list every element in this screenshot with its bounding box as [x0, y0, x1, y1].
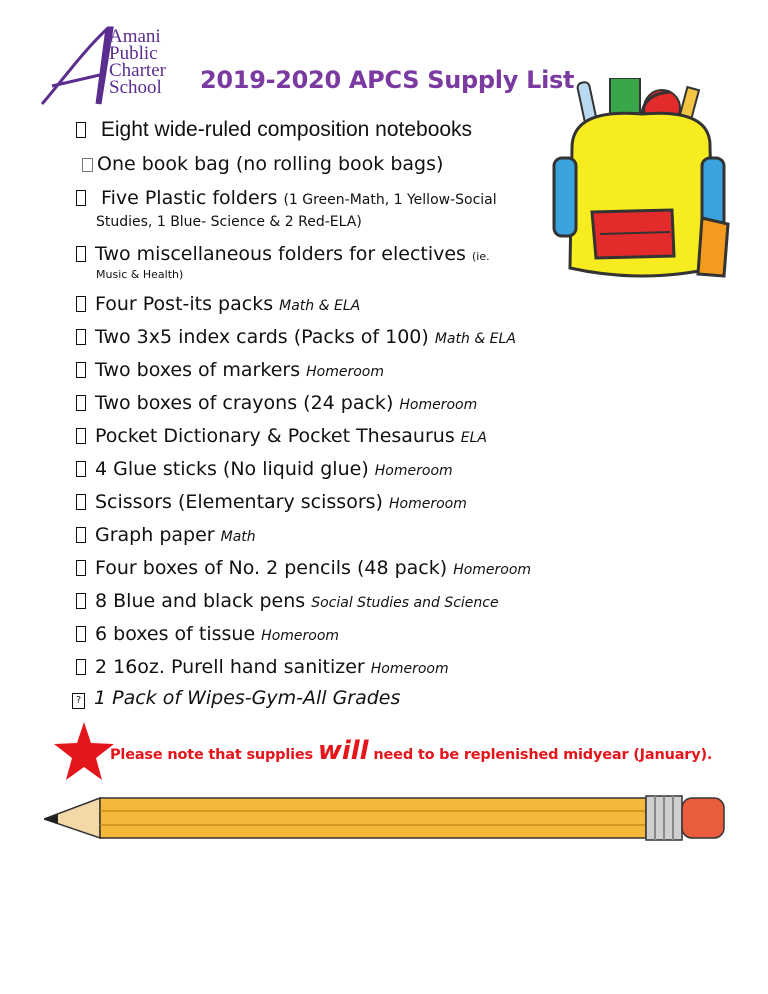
- list-item: 8 Blue and black pens Social Studies and Science: [76, 589, 499, 615]
- checkbox-icon: [76, 122, 86, 138]
- replenish-reminder: Please note that supplies will need to be replenished midyear (January).: [110, 736, 713, 766]
- list-item: Four boxes of No. 2 pencils (48 pack) Homeroom: [76, 556, 531, 582]
- pencil-illustration: [44, 792, 728, 842]
- list-item: Eight wide-ruled composition notebooks: [76, 118, 472, 142]
- list-item: Two miscellaneous folders for electives (ie.: [76, 242, 490, 269]
- list-item: Five Plastic folders (1 Green-Math, 1 Yellow-Social: [76, 186, 497, 212]
- checkbox-icon: [76, 190, 86, 206]
- list-item-continuation: Studies, 1 Blue- Science & 2 Red-ELA): [96, 214, 362, 230]
- checkbox-icon: [76, 395, 86, 411]
- checkbox-icon: [76, 527, 86, 543]
- school-logo-text: Amani Public Charter School: [109, 26, 166, 98]
- list-item: Scissors (Elementary scissors) Homeroom: [76, 490, 467, 516]
- checkbox-icon: [76, 560, 86, 576]
- list-item: Pocket Dictionary & Pocket Thesaurus ELA: [76, 424, 487, 450]
- checkbox-icon: [76, 461, 86, 477]
- backpack-illustration: [552, 78, 732, 286]
- list-item: 4 Glue sticks (No liquid glue) Homeroom: [76, 457, 453, 483]
- list-item: ? 1 Pack of Wipes-Gym-All Grades: [72, 686, 400, 710]
- page-title: 2019-2020 APCS Supply List: [200, 66, 575, 94]
- list-item: 6 boxes of tissue Homeroom: [76, 622, 339, 648]
- checkbox-icon: [82, 158, 93, 172]
- star-icon: [54, 722, 114, 780]
- list-item: Two boxes of markers Homeroom: [76, 358, 384, 384]
- checkbox-icon: [76, 659, 86, 675]
- list-item: Two 3x5 index cards (Packs of 100) Math & ELA: [76, 325, 516, 351]
- missing-glyph-icon: ?: [72, 693, 85, 709]
- checkbox-icon: [76, 246, 86, 262]
- checkbox-icon: [76, 296, 86, 312]
- checkbox-icon: [76, 362, 86, 378]
- checkbox-icon: [76, 329, 86, 345]
- list-item: Graph paper Math: [76, 523, 256, 549]
- checkbox-icon: [76, 494, 86, 510]
- list-item: 2 16oz. Purell hand sanitizer Homeroom: [76, 655, 449, 681]
- checkbox-icon: [76, 428, 86, 444]
- list-item: One book bag (no rolling book bags): [76, 152, 443, 176]
- list-item: Two boxes of crayons (24 pack) Homeroom: [76, 391, 477, 417]
- checkbox-icon: [76, 626, 86, 642]
- list-item-continuation: Music & Health): [96, 268, 184, 281]
- list-item: Four Post-its packs Math & ELA: [76, 292, 360, 318]
- checkbox-icon: [76, 593, 86, 609]
